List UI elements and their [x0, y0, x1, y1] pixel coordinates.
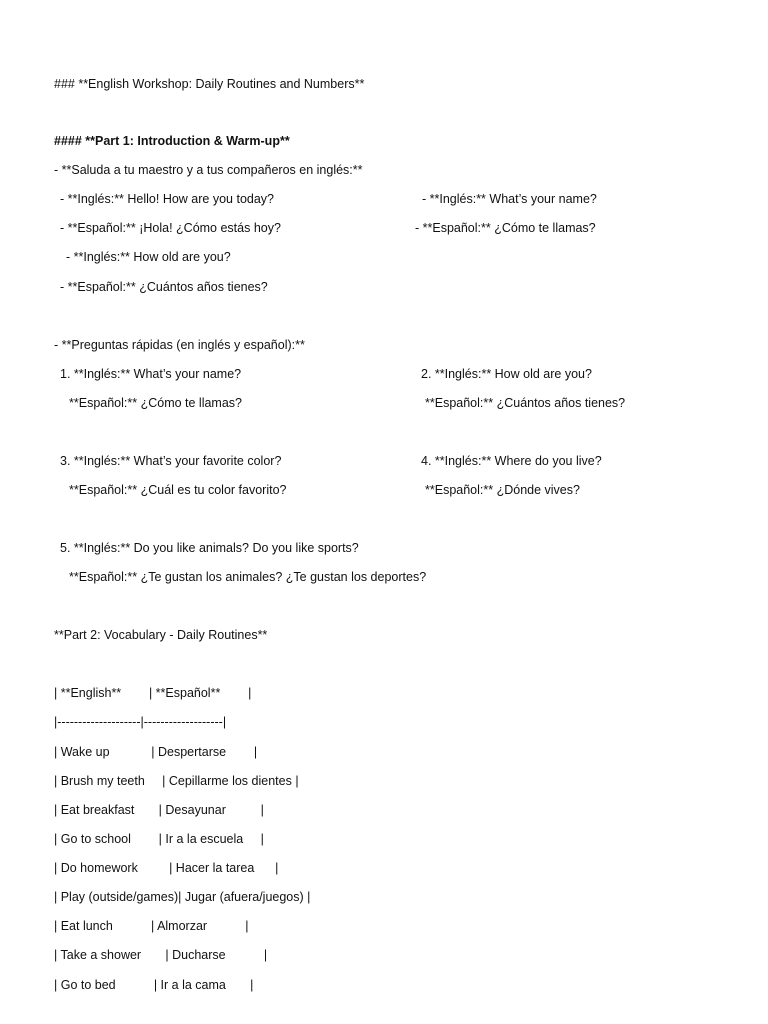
document-title: ### **English Workshop: Daily Routines and Numbers**	[54, 77, 365, 91]
question-2-spanish: **Español:** ¿Cuántos años tienes?	[425, 396, 626, 410]
table-row: | Eat lunch | Almorzar |	[54, 919, 249, 933]
question-2-english: 2. **Inglés:** How old are you?	[421, 367, 592, 381]
question-1-spanish: **Español:** ¿Cómo te llamas?	[69, 396, 242, 410]
quick-questions-instruction: - **Preguntas rápidas (en inglés y español):**	[54, 338, 305, 352]
greeting-english-2: - **Inglés:** What’s your name?	[422, 192, 597, 206]
part1-heading: #### **Part 1: Introduction & Warm-up**	[54, 134, 290, 148]
table-header-row: | **English** | **Español** |	[54, 686, 252, 700]
table-row: | Do homework | Hacer la tarea |	[54, 861, 279, 875]
table-row: | Wake up | Despertarse |	[54, 745, 258, 759]
question-5-spanish: **Español:** ¿Te gustan los animales? ¿Te gustan los deportes?	[69, 570, 427, 584]
greeting-spanish-2: - **Español:** ¿Cómo te llamas?	[415, 221, 596, 235]
table-row: | Go to bed | Ir a la cama |	[54, 978, 254, 992]
table-row: | Go to school | Ir a la escuela |	[54, 832, 264, 846]
greeting-spanish-3: - **Español:** ¿Cuántos años tienes?	[60, 280, 268, 294]
table-row: | Brush my teeth | Cepillarme los dientes |	[54, 774, 299, 788]
greeting-english-1: - **Inglés:** Hello! How are you today?	[60, 192, 275, 206]
table-row: | Eat breakfast | Desayunar |	[54, 803, 264, 817]
question-3-english: 3. **Inglés:** What’s your favorite color?	[60, 454, 282, 468]
table-row: | Play (outside/games)| Jugar (afuera/juegos) |	[54, 890, 311, 904]
question-4-english: 4. **Inglés:** Where do you live?	[421, 454, 602, 468]
greeting-spanish-1: - **Español:** ¡Hola! ¿Cómo estás hoy?	[60, 221, 281, 235]
question-1-english: 1. **Inglés:** What’s your name?	[60, 367, 242, 381]
question-4-spanish: **Español:** ¿Dónde vives?	[425, 483, 580, 497]
greeting-instruction: - **Saluda a tu maestro y a tus compañeros en inglés:**	[54, 163, 363, 177]
table-row: | Take a shower | Ducharse |	[54, 948, 268, 962]
table-separator-row: |--------------------|-------------------|	[54, 715, 227, 729]
question-5-english: 5. **Inglés:** Do you like animals? Do you like sports?	[60, 541, 359, 555]
question-3-spanish: **Español:** ¿Cuál es tu color favorito?	[69, 483, 287, 497]
part2-heading: **Part 2: Vocabulary - Daily Routines**	[54, 628, 268, 642]
greeting-english-3: - **Inglés:** How old are you?	[66, 250, 231, 264]
